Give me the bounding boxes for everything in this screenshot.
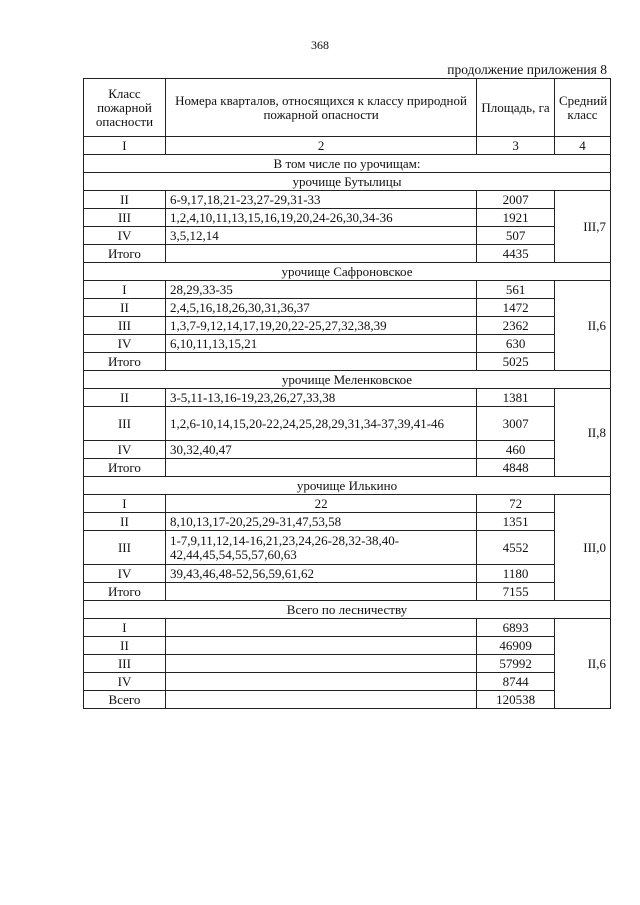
table-row bbox=[84, 335, 611, 353]
blocks-cell: 3,5,12,14 bbox=[165, 227, 476, 245]
average-class-cell: II,8 bbox=[554, 389, 610, 477]
blocks-cell: 1-7,9,11,12,14-16,21,23,24,26-28,32-38,40-42,44,45,54,55,57,60,63 bbox=[165, 531, 476, 565]
empty-cell bbox=[165, 459, 476, 477]
blocks-cell bbox=[165, 619, 476, 637]
col-number: 2 bbox=[165, 137, 476, 155]
blocks-cell: 6-9,17,18,21-23,27-29,31-33 bbox=[165, 191, 476, 209]
table-row bbox=[84, 513, 611, 531]
table-row bbox=[84, 299, 611, 317]
blocks-cell: 1,2,4,10,11,13,15,16,19,20,24-26,30,34-36 bbox=[165, 209, 476, 227]
average-class-cell: II,6 bbox=[554, 281, 610, 371]
class-cell: III bbox=[84, 531, 166, 565]
table-row bbox=[84, 191, 611, 209]
total-row bbox=[84, 245, 611, 263]
total-area: 4848 bbox=[477, 459, 555, 477]
table-body bbox=[84, 155, 611, 709]
total-row bbox=[84, 459, 611, 477]
fire-hazard-table bbox=[83, 78, 611, 709]
blocks-cell: 30,32,40,47 bbox=[165, 441, 476, 459]
area-cell: 57992 bbox=[477, 655, 555, 673]
area-cell: 6893 bbox=[477, 619, 555, 637]
header-area: Площадь, га bbox=[477, 79, 555, 137]
total-area: 120538 bbox=[477, 691, 555, 709]
class-cell: IV bbox=[84, 673, 166, 691]
empty-cell bbox=[165, 691, 476, 709]
area-cell: 507 bbox=[477, 227, 555, 245]
section-title: урочище Сафроновское bbox=[84, 263, 611, 281]
table-row bbox=[84, 389, 611, 407]
total-label: Итого bbox=[84, 245, 166, 263]
area-cell: 2007 bbox=[477, 191, 555, 209]
area-cell: 1921 bbox=[477, 209, 555, 227]
header-blocks: Номера кварталов, относящихся к классу природной пожарной опасности bbox=[165, 79, 476, 137]
class-cell: I bbox=[84, 619, 166, 637]
class-cell: IV bbox=[84, 441, 166, 459]
col-number: I bbox=[84, 137, 166, 155]
class-cell: II bbox=[84, 191, 166, 209]
table-row bbox=[84, 673, 611, 691]
table-row bbox=[84, 441, 611, 459]
average-class-cell: III,7 bbox=[554, 191, 610, 263]
area-cell: 46909 bbox=[477, 637, 555, 655]
blocks-cell: 28,29,33-35 bbox=[165, 281, 476, 299]
area-cell: 8744 bbox=[477, 673, 555, 691]
blocks-cell bbox=[165, 673, 476, 691]
class-cell: IV bbox=[84, 335, 166, 353]
area-cell: 1351 bbox=[477, 513, 555, 531]
empty-cell bbox=[165, 583, 476, 601]
col-number: 4 bbox=[554, 137, 610, 155]
section-title: урочище Бутылицы bbox=[84, 173, 611, 191]
area-cell: 1180 bbox=[477, 565, 555, 583]
continuation-note: продолжение приложения 8 bbox=[447, 62, 607, 77]
empty-cell bbox=[165, 353, 476, 371]
area-cell: 630 bbox=[477, 335, 555, 353]
header-average: Средний класс bbox=[554, 79, 610, 137]
blocks-cell: 1,3,7-9,12,14,17,19,20,22-25,27,32,38,39 bbox=[165, 317, 476, 335]
class-cell: IV bbox=[84, 227, 166, 245]
average-class-cell: II,6 bbox=[554, 619, 610, 709]
blocks-cell: 22 bbox=[165, 495, 476, 513]
class-cell: IV bbox=[84, 565, 166, 583]
total-row bbox=[84, 583, 611, 601]
blocks-cell bbox=[165, 655, 476, 673]
class-cell: I bbox=[84, 281, 166, 299]
total-area: 5025 bbox=[477, 353, 555, 371]
area-cell: 72 bbox=[477, 495, 555, 513]
section-title: урочище Меленковское bbox=[84, 371, 611, 389]
class-cell: I bbox=[84, 495, 166, 513]
class-cell: II bbox=[84, 637, 166, 655]
total-row bbox=[84, 691, 611, 709]
area-cell: 4552 bbox=[477, 531, 555, 565]
table-row bbox=[84, 407, 611, 441]
blocks-cell bbox=[165, 637, 476, 655]
area-cell: 1381 bbox=[477, 389, 555, 407]
total-row bbox=[84, 353, 611, 371]
class-cell: III bbox=[84, 407, 166, 441]
class-cell: III bbox=[84, 209, 166, 227]
blocks-cell: 6,10,11,13,15,21 bbox=[165, 335, 476, 353]
blocks-cell: 1,2,6-10,14,15,20-22,24,25,28,29,31,34-37,39,41-46 bbox=[165, 407, 476, 441]
class-cell: III bbox=[84, 317, 166, 335]
area-cell: 2362 bbox=[477, 317, 555, 335]
table-row bbox=[84, 655, 611, 673]
blocks-cell: 2,4,5,16,18,26,30,31,36,37 bbox=[165, 299, 476, 317]
page-number: 368 bbox=[311, 38, 329, 52]
area-cell: 1472 bbox=[477, 299, 555, 317]
class-cell: III bbox=[84, 655, 166, 673]
total-area: 7155 bbox=[477, 583, 555, 601]
col-number: 3 bbox=[477, 137, 555, 155]
intro-row: В том числе по урочищам: bbox=[84, 155, 611, 173]
total-label: Итого bbox=[84, 459, 166, 477]
empty-cell bbox=[165, 245, 476, 263]
area-cell: 561 bbox=[477, 281, 555, 299]
total-label: Итого bbox=[84, 583, 166, 601]
section-title: урочище Илькино bbox=[84, 477, 611, 495]
area-cell: 460 bbox=[477, 441, 555, 459]
total-label: Итого bbox=[84, 353, 166, 371]
table-row bbox=[84, 495, 611, 513]
table-row bbox=[84, 637, 611, 655]
header-class: Класс пожарной опасности bbox=[84, 79, 166, 137]
section-title: Всего по лесничеству bbox=[84, 601, 611, 619]
class-cell: II bbox=[84, 389, 166, 407]
table-row bbox=[84, 531, 611, 565]
table-row bbox=[84, 565, 611, 583]
average-class-cell: III,0 bbox=[554, 495, 610, 601]
area-cell: 3007 bbox=[477, 407, 555, 441]
class-cell: II bbox=[84, 513, 166, 531]
table-row bbox=[84, 619, 611, 637]
table-row bbox=[84, 317, 611, 335]
blocks-cell: 3-5,11-13,16-19,23,26,27,33,38 bbox=[165, 389, 476, 407]
table-row bbox=[84, 281, 611, 299]
total-label: Всего bbox=[84, 691, 166, 709]
table-row bbox=[84, 209, 611, 227]
blocks-cell: 39,43,46,48-52,56,59,61,62 bbox=[165, 565, 476, 583]
table-row bbox=[84, 227, 611, 245]
blocks-cell: 8,10,13,17-20,25,29-31,47,53,58 bbox=[165, 513, 476, 531]
total-area: 4435 bbox=[477, 245, 555, 263]
class-cell: II bbox=[84, 299, 166, 317]
